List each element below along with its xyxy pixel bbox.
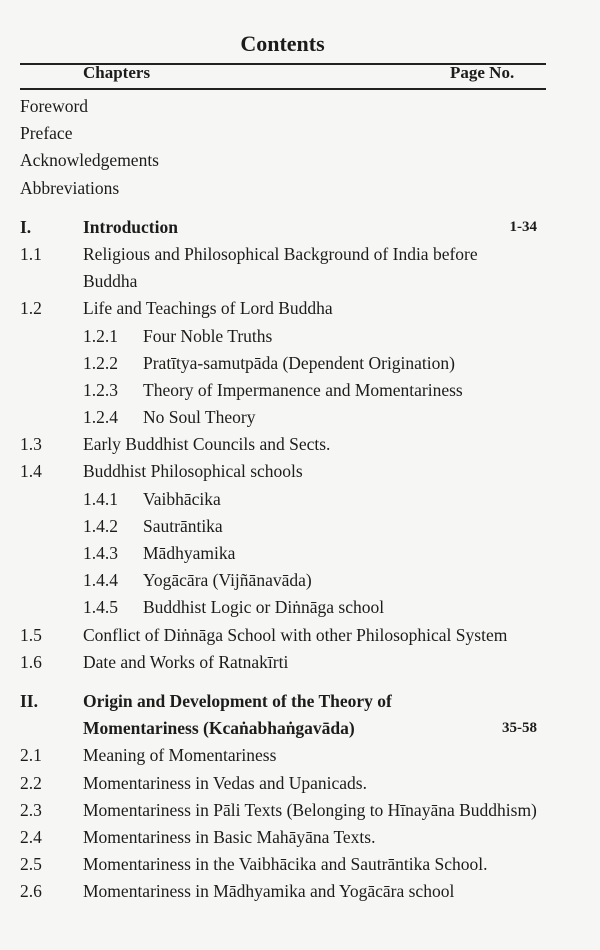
entry-title: No Soul Theory — [143, 407, 256, 428]
toc-entry — [0, 622, 600, 649]
entry-number: 1.4.1 — [83, 488, 118, 509]
toc-entry — [0, 404, 600, 431]
entry-number: 1.4.3 — [83, 543, 118, 563]
entry-title: Origin and Development of the Theory of — [83, 690, 392, 711]
entry-title: Mādhyamika — [143, 543, 236, 563]
entry-number: 1.2.1 — [83, 325, 118, 346]
entry-number: 1.2.3 — [83, 379, 118, 400]
entry-page-range: 35-58 — [502, 720, 537, 737]
entry-number: 2.5 — [20, 854, 42, 875]
toc-entry — [0, 486, 600, 513]
chapter-entry — [0, 715, 600, 742]
entry-title: Yogācāra (Vijñānavāda) — [143, 570, 312, 591]
entry-title: Vaibhācika — [143, 488, 221, 509]
toc-entry — [0, 770, 600, 797]
entry-number: 1.2.2 — [83, 352, 118, 373]
entry-title: Preface — [20, 123, 73, 144]
entry-title: Early Buddhist Councils and Sects. — [83, 434, 331, 455]
entry-title: Acknowledgements — [20, 150, 159, 171]
entry-number: 2.6 — [20, 881, 42, 902]
entry-title: Theory of Impermanence and Momentariness — [143, 379, 463, 400]
entry-number: I. — [20, 216, 32, 237]
entry-title: Abbreviations — [20, 177, 120, 198]
toc-entry — [0, 350, 600, 377]
entry-number: 2.4 — [20, 826, 42, 847]
entry-title: Momentariness (Kcaṅabhaṅgavāda) — [83, 718, 355, 739]
toc-entry — [0, 878, 600, 905]
entry-title: Four Noble Truths — [143, 325, 273, 346]
entry-title: Momentariness in Pāli Texts (Belonging to Hīnayāna Buddhism) — [83, 799, 537, 820]
entry-title: Momentariness in Mādhyamika and Yogācāra school — [83, 881, 455, 902]
entry-title: Momentariness in the Vaibhācika and Sautrāntika School. — [83, 854, 488, 875]
toc-entry — [0, 513, 600, 540]
toc-entry — [0, 241, 600, 268]
entry-title: Buddhist Philosophical schools — [83, 461, 303, 482]
entry-title: Introduction — [83, 216, 178, 237]
entry-title: Life and Teachings of Lord Buddha — [83, 298, 333, 319]
entry-title: Meaning of Momentariness — [83, 745, 277, 766]
entry-number: 2.1 — [20, 745, 42, 766]
entry-number: 1.3 — [20, 434, 42, 455]
entry-number: 1.1 — [20, 243, 42, 264]
toc-entry — [0, 742, 600, 769]
header-bottom-rule — [20, 88, 546, 90]
entry-number: 2.2 — [20, 772, 42, 793]
chapter-entry — [0, 688, 600, 715]
toc-entry — [0, 377, 600, 404]
entry-title: Momentariness in Vedas and Upanicads. — [83, 772, 367, 793]
entry-number: 1.4.5 — [83, 597, 118, 618]
toc-entry — [0, 797, 600, 824]
entry-title: Pratītya-samutpāda (Dependent Origination) — [143, 352, 455, 373]
entry-number: 1.4 — [20, 461, 42, 482]
toc-entry — [0, 323, 600, 350]
contents-list — [0, 93, 600, 905]
entry-title: Foreword — [20, 96, 89, 116]
entry-page-range: 1-34 — [509, 218, 537, 235]
entry-title: Buddha — [83, 271, 138, 292]
entry-number: 1.4.2 — [83, 515, 118, 536]
entry-title: Conflict of Diṅnāga School with other Philosophical System — [83, 624, 508, 645]
entry-title: Momentariness in Basic Mahāyāna Texts. — [83, 826, 376, 847]
toc-entry — [0, 93, 600, 120]
toc-entry — [0, 147, 600, 174]
entry-number: 1.6 — [20, 651, 42, 672]
toc-entry — [0, 594, 600, 621]
entry-number: 1.4.4 — [83, 570, 118, 591]
toc-entry — [0, 268, 600, 295]
entry-title: Buddhist Logic or Diṅnāga school — [143, 597, 385, 618]
toc-entry — [0, 851, 600, 878]
toc-entry — [0, 567, 600, 594]
entry-number: II. — [20, 690, 38, 711]
toc-entry — [0, 431, 600, 458]
toc-entry — [0, 824, 600, 851]
entry-title: Date and Works of Ratnakīrti — [83, 651, 289, 672]
toc-entry — [0, 295, 600, 322]
entry-number: 1.2.4 — [83, 407, 118, 428]
entry-number: 2.3 — [20, 799, 42, 820]
chapter-entry — [0, 214, 600, 241]
entry-title: Sautrāntika — [143, 515, 223, 536]
entry-number: 1.5 — [20, 624, 42, 645]
toc-entry — [0, 458, 600, 485]
toc-entry — [0, 540, 600, 567]
toc-entry — [0, 175, 600, 202]
chapters-header: Chapters — [83, 63, 151, 82]
page-no-header: Page No. — [450, 63, 515, 82]
entry-title: Religious and Philosophical Background of India before — [83, 243, 478, 264]
page-title: Contents — [240, 31, 325, 56]
toc-entry — [0, 649, 600, 676]
entry-number: 1.2 — [20, 298, 42, 319]
toc-entry — [0, 120, 600, 147]
